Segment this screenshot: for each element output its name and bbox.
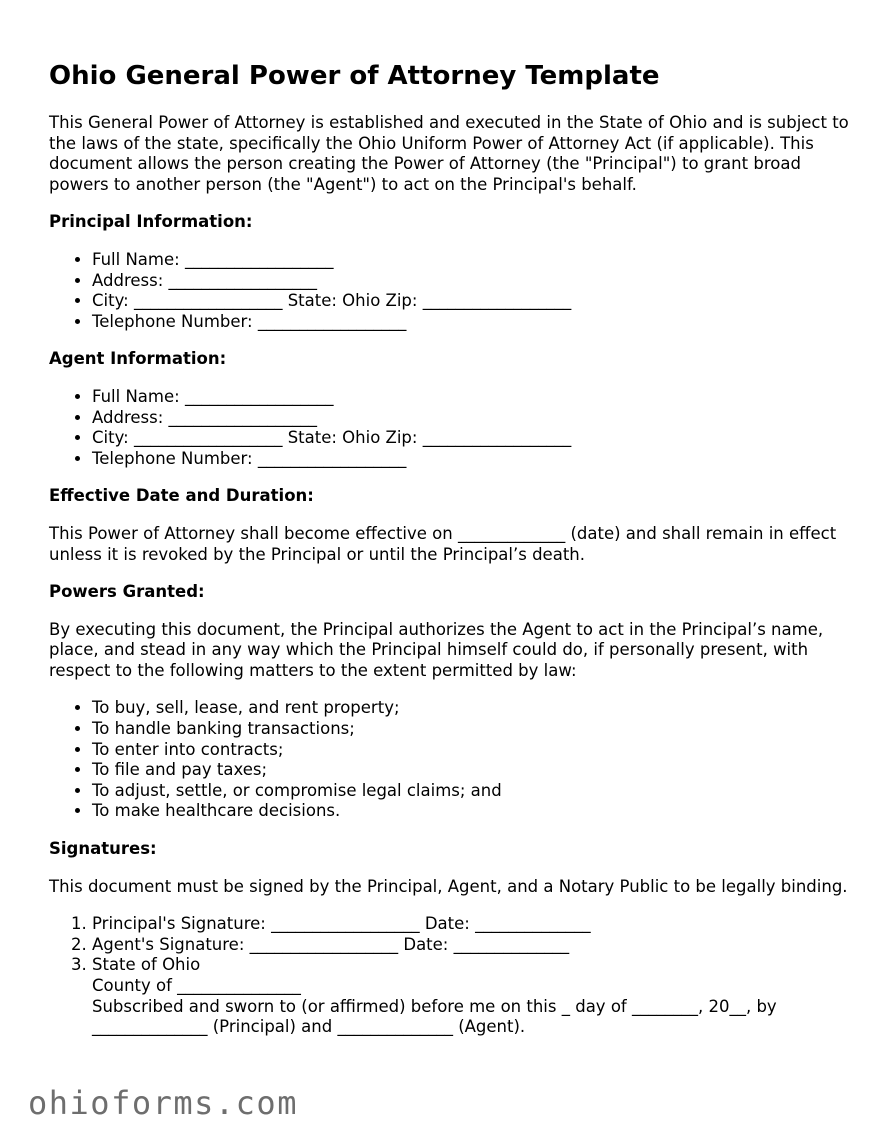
power-item: • To enter into contracts; xyxy=(92,740,849,761)
agent-heading: Agent Information: xyxy=(49,349,227,369)
notary-state: 3. State of Ohio xyxy=(92,955,201,975)
powers-list xyxy=(49,698,849,822)
intro-paragraph: This General Power of Attorney is established and executed in the State of Ohio and is subject to the laws of the state, specifically the Ohio Uniform Power of Attorney Act (if applicable). This document allows the person creating the Power of Attorney (the "Principal") to grant broad powers to another person (the "Agent") to act on the Principal's behalf. xyxy=(49,113,849,194)
agent-city-state-zip: • City: __________________ State: Ohio Zip: __________________ xyxy=(92,428,849,449)
effective-paragraph: This Power of Attorney shall become effective on _____________ (date) and shall remain in effect unless it is revoked by the Principal or until the Principal’s death. xyxy=(49,523,837,564)
principal-heading: Principal Information: xyxy=(49,212,253,232)
power-item: • To buy, sell, lease, and rent property; xyxy=(92,698,849,719)
principal-telephone: • Telephone Number: __________________ xyxy=(92,312,849,333)
signatures-heading: Signatures: xyxy=(49,839,157,859)
powers-heading: Powers Granted: xyxy=(49,582,205,602)
agent-address: • Address: __________________ xyxy=(92,408,849,429)
document-page xyxy=(49,58,849,1038)
notary-subscribed: Subscribed and sworn to (or affirmed) before me on this _ day of ________, 20__, by ______________ (Principal) and ______________ (Agent). xyxy=(92,996,777,1037)
principal-address: • Address: __________________ xyxy=(92,271,849,292)
notary-county: County of _______________ xyxy=(92,976,301,995)
agent-telephone: • Telephone Number: __________________ xyxy=(92,449,849,470)
power-item: • To make healthcare decisions. xyxy=(92,801,849,822)
power-item: • To file and pay taxes; xyxy=(92,760,849,781)
agent-list xyxy=(49,387,849,469)
power-item: • To handle banking transactions; xyxy=(92,719,849,740)
agent-signature-line: 2. Agent's Signature: __________________ Date: ______________ xyxy=(92,935,849,956)
page-title: Ohio General Power of Attorney Template xyxy=(49,61,660,91)
principal-city-state-zip: • City: __________________ State: Ohio Zip: __________________ xyxy=(92,291,849,312)
principal-list xyxy=(49,250,849,332)
effective-heading: Effective Date and Duration: xyxy=(49,486,314,506)
principal-signature-line: 1. Principal's Signature: __________________ Date: ______________ xyxy=(92,914,849,935)
principal-full-name: • Full Name: __________________ xyxy=(92,250,849,271)
signatures-paragraph: This document must be signed by the Principal, Agent, and a Notary Public to be legally binding. xyxy=(49,876,848,896)
agent-full-name: • Full Name: __________________ xyxy=(92,387,849,408)
powers-paragraph: By executing this document, the Principal authorizes the Agent to act in the Principal’s name, place, and stead in any way which the Principal himself could do, if personally present, with respect to the following matters to the extent permitted by law: xyxy=(49,619,824,680)
site-watermark: ohioforms.com xyxy=(28,1084,298,1122)
signatures-list xyxy=(49,914,849,1038)
power-item: • To adjust, settle, or compromise legal claims; and xyxy=(92,781,849,802)
notary-block xyxy=(92,955,849,1037)
